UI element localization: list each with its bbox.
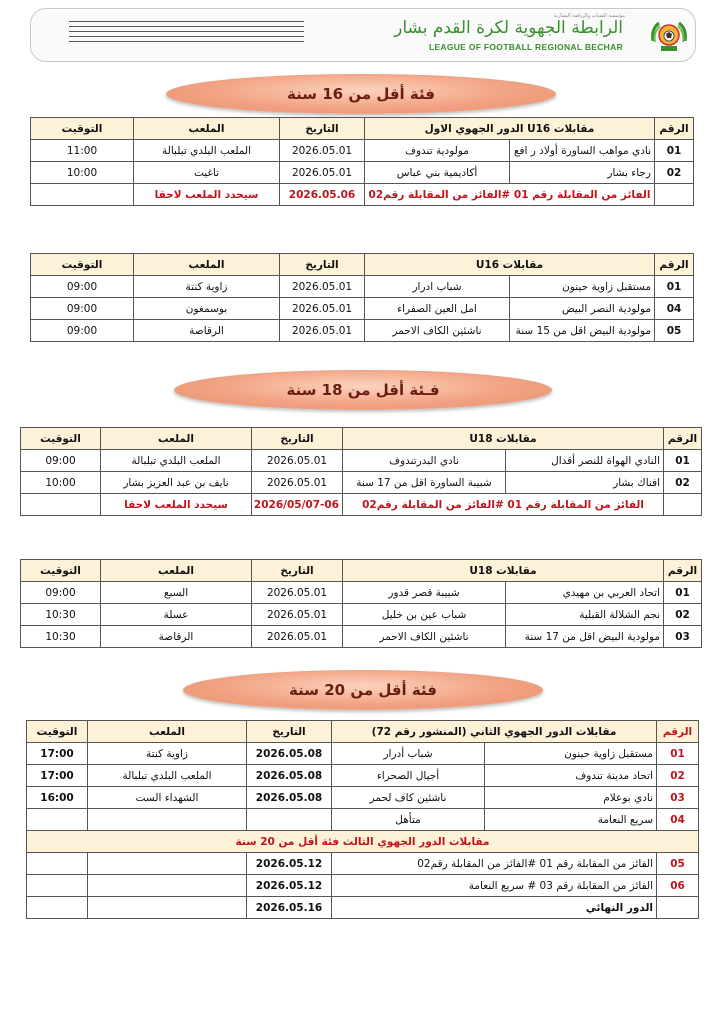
table-row-winners (31, 184, 694, 206)
away-team: امل العين الصفراء (365, 298, 510, 320)
table-row (27, 875, 699, 897)
match-venue: السبع (101, 582, 252, 604)
home-team: مولودية البيض اقل من 15 سنة (510, 320, 655, 342)
match-date: 2026.05.08 (247, 743, 332, 765)
table-row (27, 787, 699, 809)
away-team: متأهل (332, 809, 485, 831)
match-date: 2026.05.16 (247, 897, 332, 919)
match-number (655, 184, 694, 206)
table-row (21, 472, 702, 494)
match-time: 09:00 (21, 450, 101, 472)
match-date: 2026.05.08 (247, 787, 332, 809)
match-date: 2026.05.01 (252, 450, 343, 472)
u16-schedule-table-1 (30, 117, 694, 206)
match-venue: عسلة (101, 604, 252, 626)
home-team: سريع النعامة (485, 809, 657, 831)
u18-category-banner (174, 370, 552, 410)
table-header-row (31, 118, 694, 140)
match-number: 01 (657, 743, 699, 765)
match-venue (88, 875, 247, 897)
match-date: 2026.05.01 (252, 582, 343, 604)
match-number: 02 (655, 162, 694, 184)
match-number (664, 494, 702, 516)
match-number: 01 (664, 582, 702, 604)
table-row (27, 765, 699, 787)
home-team: اتحاد مدينة تندوف (485, 765, 657, 787)
u18-schedule-table-2 (20, 559, 702, 648)
home-team: مستقبل زاوية حينون (510, 276, 655, 298)
league-title-english: LEAGUE OF FOOTBALL REGIONAL BECHAR (428, 42, 623, 52)
table-row (27, 853, 699, 875)
table-row (21, 604, 702, 626)
match-venue: زاوية كنتة (88, 743, 247, 765)
match-date: 2026.05.01 (280, 140, 365, 162)
match-date: 2026.05.01 (280, 276, 365, 298)
home-team: رجاء بشار (510, 162, 655, 184)
match-venue: الرقاصة (134, 320, 280, 342)
match-number: 02 (664, 604, 702, 626)
away-team: أجيال الصحراء (332, 765, 485, 787)
home-team: مولودية البيض اقل من 17 سنة (506, 626, 664, 648)
match-date: 2026.05.01 (280, 162, 365, 184)
col-number: الرقم (657, 721, 699, 743)
match-number: 03 (657, 787, 699, 809)
match-number: 02 (657, 765, 699, 787)
league-header (30, 8, 696, 62)
u16-category-banner (166, 74, 556, 114)
u16-schedule-table-2 (30, 253, 694, 342)
table-row (31, 298, 694, 320)
match-date: 2026.05.06 (280, 184, 365, 206)
away-team: مولودية تندوف (365, 140, 510, 162)
match-venue: سيحدد الملعب لاحقا (134, 184, 280, 206)
u18-schedule-table-1 (20, 427, 702, 516)
match-number: 04 (655, 298, 694, 320)
col-time: التوقيت (31, 118, 134, 140)
match-time: 09:00 (31, 298, 134, 320)
col-date: التاريخ (252, 560, 343, 582)
match-date: 2026.05.01 (280, 298, 365, 320)
match-time (27, 897, 88, 919)
match-venue: نايف بن عبد العزيز بشار (101, 472, 252, 494)
table-title: مقابلات U18 (343, 428, 664, 450)
match-date: 2026/05/07-06 (252, 494, 343, 516)
table-header-row (21, 560, 702, 582)
table-row (27, 743, 699, 765)
third-round-subtitle: مقابلات الدور الجهوي الثالث فئة أقل من 20 سنة (27, 831, 699, 853)
table-row (21, 582, 702, 604)
col-time: التوقيت (21, 428, 101, 450)
match-time: 17:00 (27, 743, 88, 765)
away-team: شباب أدرار (332, 743, 485, 765)
match-number: 02 (664, 472, 702, 494)
match-number: 03 (664, 626, 702, 648)
match-date: 2026.05.12 (247, 853, 332, 875)
u20-banner-label: فئة أقل من 20 سنة (289, 681, 437, 699)
col-number: الرقم (664, 428, 702, 450)
col-date: التاريخ (252, 428, 343, 450)
table-title: مقابلات الدور الجهوي الثاني (المنشور رقم 72) (332, 721, 657, 743)
u16-banner-label: فئة أقل من 16 سنة (287, 85, 435, 103)
table-row (31, 162, 694, 184)
match-venue: الشهداء الست (88, 787, 247, 809)
u18-banner-label: فـئة أقل من 18 سنة (286, 381, 440, 399)
table-header-row (21, 428, 702, 450)
match-venue: تاغيت (134, 162, 280, 184)
home-team: النادي الهواة للنصر أقدال (506, 450, 664, 472)
table-row-final (27, 897, 699, 919)
match-date: 2026.05.12 (247, 875, 332, 897)
match-venue (88, 853, 247, 875)
col-number: الرقم (664, 560, 702, 582)
match-venue: بوسمغون (134, 298, 280, 320)
match-time: 11:00 (31, 140, 134, 162)
table-header-row (31, 254, 694, 276)
match-number: 04 (657, 809, 699, 831)
match-time: 10:00 (21, 472, 101, 494)
league-title-arabic: الرابطة الجهوية لكرة القدم بشار (394, 18, 623, 38)
match-time: 09:00 (21, 582, 101, 604)
winners-match: الفائز من المقابلة رقم 01 #الفائز من المقابلة رقم02 (343, 494, 664, 516)
col-date: التاريخ (280, 118, 365, 140)
table-row (31, 320, 694, 342)
winners-match: الفائز من المقابلة رقم 01 #الفائز من المقابلة رقم02 (365, 184, 655, 206)
col-time: التوقيت (31, 254, 134, 276)
u20-schedule-table (26, 720, 699, 919)
match-time (27, 853, 88, 875)
match-venue: الملعب البلدي تبلبالة (134, 140, 280, 162)
col-venue: الملعب (88, 721, 247, 743)
match-time (21, 494, 101, 516)
match-pairing: الفائز من المقابلة رقم 03 # سريع النعامة (332, 875, 657, 897)
match-date: 2026.05.08 (247, 765, 332, 787)
match-time: 16:00 (27, 787, 88, 809)
match-date (247, 809, 332, 831)
away-team: أكاديمية بني عباس (365, 162, 510, 184)
match-venue (88, 897, 247, 919)
match-time: 10:00 (31, 162, 134, 184)
match-number: 01 (655, 276, 694, 298)
match-number: 05 (657, 853, 699, 875)
match-venue: سيحدد الملعب لاحقا (101, 494, 252, 516)
match-number (657, 897, 699, 919)
col-number: الرقم (655, 118, 694, 140)
match-date: 2026.05.01 (280, 320, 365, 342)
col-venue: الملعب (134, 254, 280, 276)
away-team: ناشئين الكاف الاحمر (365, 320, 510, 342)
col-time: التوقيت (27, 721, 88, 743)
away-team: ناشئين كاف لحمر (332, 787, 485, 809)
col-venue: الملعب (101, 560, 252, 582)
col-number: الرقم (655, 254, 694, 276)
away-team: ناشئين الكاف الاحمر (343, 626, 506, 648)
match-time: 17:00 (27, 765, 88, 787)
match-number: 01 (664, 450, 702, 472)
table-row (31, 276, 694, 298)
away-team: نادي البدرتندوف (343, 450, 506, 472)
table-row (21, 626, 702, 648)
home-team: مستقبل زاوية حينون (485, 743, 657, 765)
header-lines (69, 17, 304, 45)
final-round-label: الدور النهائي (332, 897, 657, 919)
home-team: اتحاد العربي بن مهيدي (506, 582, 664, 604)
match-time (31, 184, 134, 206)
table-row (31, 140, 694, 162)
match-time (27, 875, 88, 897)
match-time: 10:30 (21, 626, 101, 648)
match-venue: زاوية كنتة (134, 276, 280, 298)
col-date: التاريخ (247, 721, 332, 743)
col-time: التوقيت (21, 560, 101, 582)
home-team: نادي بوعلام (485, 787, 657, 809)
col-date: التاريخ (280, 254, 365, 276)
match-pairing: الفائز من المقابلة رقم 01 #الفائز من المقابلة رقم02 (332, 853, 657, 875)
home-team: نادي مواهب الساورة أولاد ر افع (510, 140, 655, 162)
table-row-winners (21, 494, 702, 516)
match-time: 10:30 (21, 604, 101, 626)
match-time: 09:00 (31, 276, 134, 298)
table-title: مقابلات U16 (365, 254, 655, 276)
match-venue: الملعب البلدي تبلبالة (101, 450, 252, 472)
away-team: شبيبة قصر قدور (343, 582, 506, 604)
col-venue: الملعب (101, 428, 252, 450)
home-team: مولودية النصر البيض (510, 298, 655, 320)
table-subtitle-row (27, 831, 699, 853)
match-time (27, 809, 88, 831)
away-team: شبيبة الساورة اقل من 17 سنة (343, 472, 506, 494)
header-small-text: مؤسسة الشباب والرياضة البشارية (553, 13, 625, 19)
table-title: مقابلات U18 (343, 560, 664, 582)
table-row (21, 450, 702, 472)
table-header-row (27, 721, 699, 743)
table-row (27, 809, 699, 831)
table-title: مقابلات U16 الدور الجهوي الاول (365, 118, 655, 140)
match-time: 09:00 (31, 320, 134, 342)
match-number: 05 (655, 320, 694, 342)
match-venue: الرقاصة (101, 626, 252, 648)
match-venue (88, 809, 247, 831)
match-venue: الملعب البلدي تبلبالة (88, 765, 247, 787)
col-venue: الملعب (134, 118, 280, 140)
match-number: 06 (657, 875, 699, 897)
match-date: 2026.05.01 (252, 472, 343, 494)
home-team: افناك بشار (506, 472, 664, 494)
home-team: نجم الشلالة القبلية (506, 604, 664, 626)
match-date: 2026.05.01 (252, 604, 343, 626)
u20-category-banner (183, 670, 543, 710)
league-logo-icon (649, 15, 689, 55)
away-team: شباب ادرار (365, 276, 510, 298)
match-date: 2026.05.01 (252, 626, 343, 648)
away-team: شباب عين بن خليل (343, 604, 506, 626)
match-number: 01 (655, 140, 694, 162)
